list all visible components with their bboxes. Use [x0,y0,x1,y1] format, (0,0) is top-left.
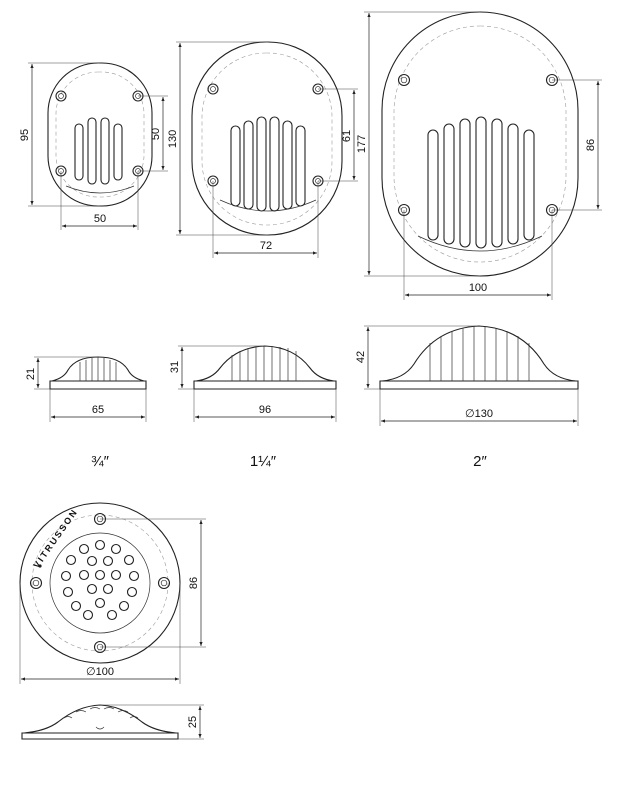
top-height-dimension: 177 [356,134,368,154]
brand-logo: VITRUSSON [31,506,80,571]
top-height-dimension: 130 [167,129,179,149]
strainer-2-top-view [364,12,602,300]
perforation-holes [62,541,139,620]
round-strainer-side-view [22,705,204,739]
size-label-2: 2″ [473,453,487,470]
hole-horizontal-dimension: 72 [259,240,273,252]
side-height-dimension: 42 [355,350,367,364]
hole-vertical-dimension: 50 [150,127,162,141]
hole-horizontal-dimension: 100 [468,282,488,294]
side-length-dimension: 65 [91,404,105,416]
strainer-34-side-view [34,357,146,422]
strainer-114-top-view [176,42,358,258]
size-label-114: 1¼″ [249,453,277,470]
slots [75,118,122,184]
slots [231,117,305,211]
slots [428,117,534,248]
hole-vertical-dimension: 61 [341,129,353,143]
side-height-dimension: 31 [169,360,181,374]
round-strainer-top-view [20,503,206,684]
hole-vertical-dimension: 86 [585,138,597,152]
hole-spacing-dimension: 86 [188,576,200,590]
side-length-dimension: ∅130 [465,408,493,420]
size-label-34: ¾″ [91,453,109,470]
side-height-dimension: 25 [187,715,199,729]
side-height-dimension: 21 [25,367,37,381]
mounting-holes [56,91,143,176]
top-height-dimension: 95 [19,128,31,142]
side-length-dimension: 96 [258,404,272,416]
diameter-dimension: ∅100 [86,666,114,678]
strainer-114-side-view [178,346,336,422]
hole-horizontal-dimension: 50 [93,213,107,225]
strainer-34-top-view [28,63,168,230]
